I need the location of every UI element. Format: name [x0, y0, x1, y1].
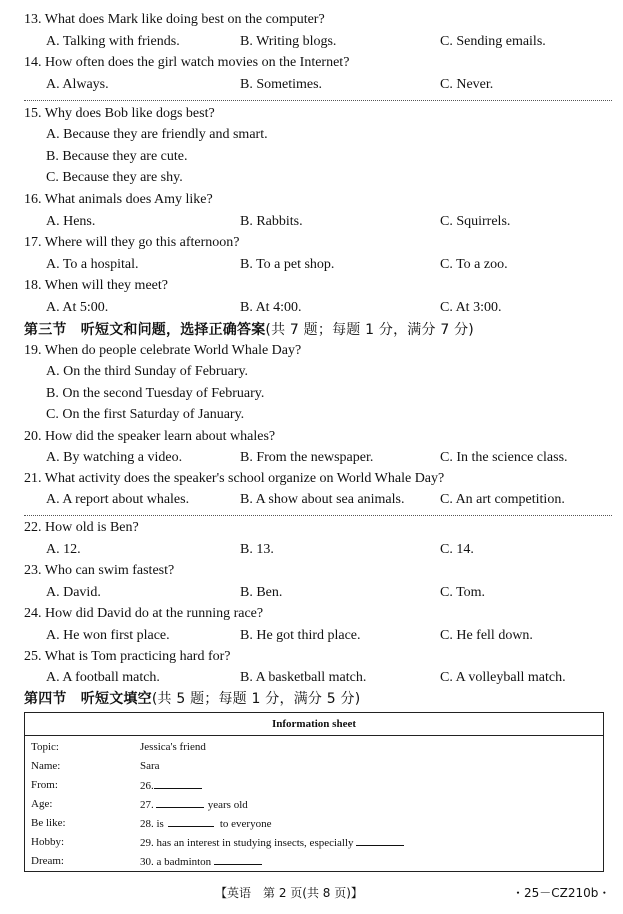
- option: C. Squirrels.: [440, 214, 511, 229]
- info-value: [140, 816, 271, 831]
- option: A. By watching a video.: [46, 450, 183, 465]
- info-value-text: 27.: [140, 799, 154, 811]
- question-15: 15. Why does Bob like dogs best?: [24, 106, 215, 121]
- option: B. Writing blogs.: [240, 34, 337, 49]
- divider: [24, 515, 612, 516]
- option: C. 14.: [440, 542, 474, 557]
- question-22: 22. How old is Ben?: [24, 520, 139, 535]
- info-label: Name:: [31, 760, 61, 772]
- option: A. 12.: [46, 542, 81, 557]
- info-value-suffix: years old: [207, 799, 248, 811]
- info-value-text: 28. is: [140, 818, 164, 830]
- info-label: Hobby:: [31, 836, 64, 848]
- question-23: 23. Who can swim fastest?: [24, 563, 175, 578]
- page-code: ・25－CZ210b・: [512, 886, 611, 900]
- option: A. He won first place.: [46, 628, 170, 643]
- question-24: 24. How did David do at the running race?: [24, 606, 264, 621]
- option: C. At 3:00.: [440, 300, 502, 315]
- answer-blank-30[interactable]: [214, 854, 262, 865]
- info-value-text: 30. a badminton: [140, 856, 212, 868]
- answer-blank-28[interactable]: [168, 816, 214, 827]
- info-label: Be like:: [31, 817, 66, 829]
- info-value-text: Sara: [140, 760, 160, 772]
- question-21: 21. What activity does the speaker's school organize on World Whale Day?: [24, 471, 445, 486]
- option: A. A report about whales.: [46, 492, 190, 507]
- section-4-title: 第四节 听短文填空: [24, 691, 152, 707]
- info-label: Age:: [31, 798, 53, 810]
- section-4-note: (共 5 题；每题 1 分，满分 5 分): [151, 691, 361, 707]
- option: A. Always.: [46, 77, 109, 92]
- divider: [24, 100, 612, 101]
- question-25: 25. What is Tom practicing hard for?: [24, 649, 231, 664]
- question-20: 20. How did the speaker learn about whales?: [24, 429, 276, 444]
- option: A. David.: [46, 585, 101, 600]
- info-value: [140, 759, 160, 773]
- option: C. To a zoo.: [440, 257, 508, 272]
- answer-blank-26[interactable]: [154, 778, 202, 789]
- option: C. Tom.: [440, 585, 486, 600]
- question-16: 16. What animals does Amy like?: [24, 192, 213, 207]
- page-footer: 【英语 第 2 页(共 8 页)】: [215, 886, 363, 900]
- option: C. He fell down.: [440, 628, 533, 643]
- option: C. A volleyball match.: [440, 670, 566, 685]
- info-value: [140, 740, 206, 754]
- answer-blank-27[interactable]: [156, 797, 204, 808]
- option: C. Never.: [440, 77, 494, 92]
- option: C. Because they are shy.: [46, 170, 183, 185]
- info-value-text: 29. has an interest in studying insects, especially: [140, 837, 354, 849]
- info-label: From:: [31, 779, 58, 791]
- option: B. Sometimes.: [240, 77, 323, 92]
- option: C. In the science class.: [440, 450, 568, 465]
- info-value: [140, 778, 202, 793]
- information-sheet-title: Information sheet: [25, 713, 603, 736]
- info-value: [140, 854, 262, 869]
- option: B. A basketball match.: [240, 670, 367, 685]
- option: B. At 4:00.: [240, 300, 302, 315]
- info-value-text: Jessica's friend: [140, 741, 206, 753]
- option: B. Because they are cute.: [46, 149, 188, 164]
- info-label: Dream:: [31, 855, 64, 867]
- option: B. Rabbits.: [240, 214, 303, 229]
- information-sheet: [24, 712, 604, 872]
- info-value-suffix: to everyone: [219, 818, 272, 830]
- info-label: Topic:: [31, 741, 59, 753]
- option: B. 13.: [240, 542, 274, 557]
- option: A. Talking with friends.: [46, 34, 180, 49]
- option: C. On the first Saturday of January.: [46, 407, 245, 422]
- option: B. From the newspaper.: [240, 450, 374, 465]
- option: C. An art competition.: [440, 492, 565, 507]
- question-13: 13. What does Mark like doing best on the computer?: [24, 12, 325, 27]
- section-3-heading: [24, 322, 474, 338]
- option: C. Sending emails.: [440, 34, 546, 49]
- option: B. He got third place.: [240, 628, 361, 643]
- option: B. Ben.: [240, 585, 283, 600]
- section-3-title: 第三节 听短文和问题，选择正确答案: [24, 322, 266, 338]
- option: A. On the third Sunday of February.: [46, 364, 249, 379]
- question-18: 18. When will they meet?: [24, 278, 168, 293]
- option: A. Hens.: [46, 214, 96, 229]
- option: B. A show about sea animals.: [240, 492, 405, 507]
- info-value: [140, 835, 404, 850]
- option: B. On the second Tuesday of February.: [46, 386, 265, 401]
- option: A. Because they are friendly and smart.: [46, 127, 268, 142]
- question-17: 17. Where will they go this afternoon?: [24, 235, 240, 250]
- option: A. To a hospital.: [46, 257, 139, 272]
- option: A. At 5:00.: [46, 300, 109, 315]
- answer-blank-29[interactable]: [356, 835, 404, 846]
- info-value-text: 26.: [140, 780, 154, 792]
- question-14: 14. How often does the girl watch movies on the Internet?: [24, 55, 350, 70]
- info-value: [140, 797, 248, 812]
- option: A. A football match.: [46, 670, 160, 685]
- section-4-heading: [24, 691, 360, 707]
- question-19: 19. When do people celebrate World Whale Day?: [24, 343, 302, 358]
- section-3-note: (共 7 题；每题 1 分，满分 7 分): [265, 322, 474, 338]
- option: B. To a pet shop.: [240, 257, 335, 272]
